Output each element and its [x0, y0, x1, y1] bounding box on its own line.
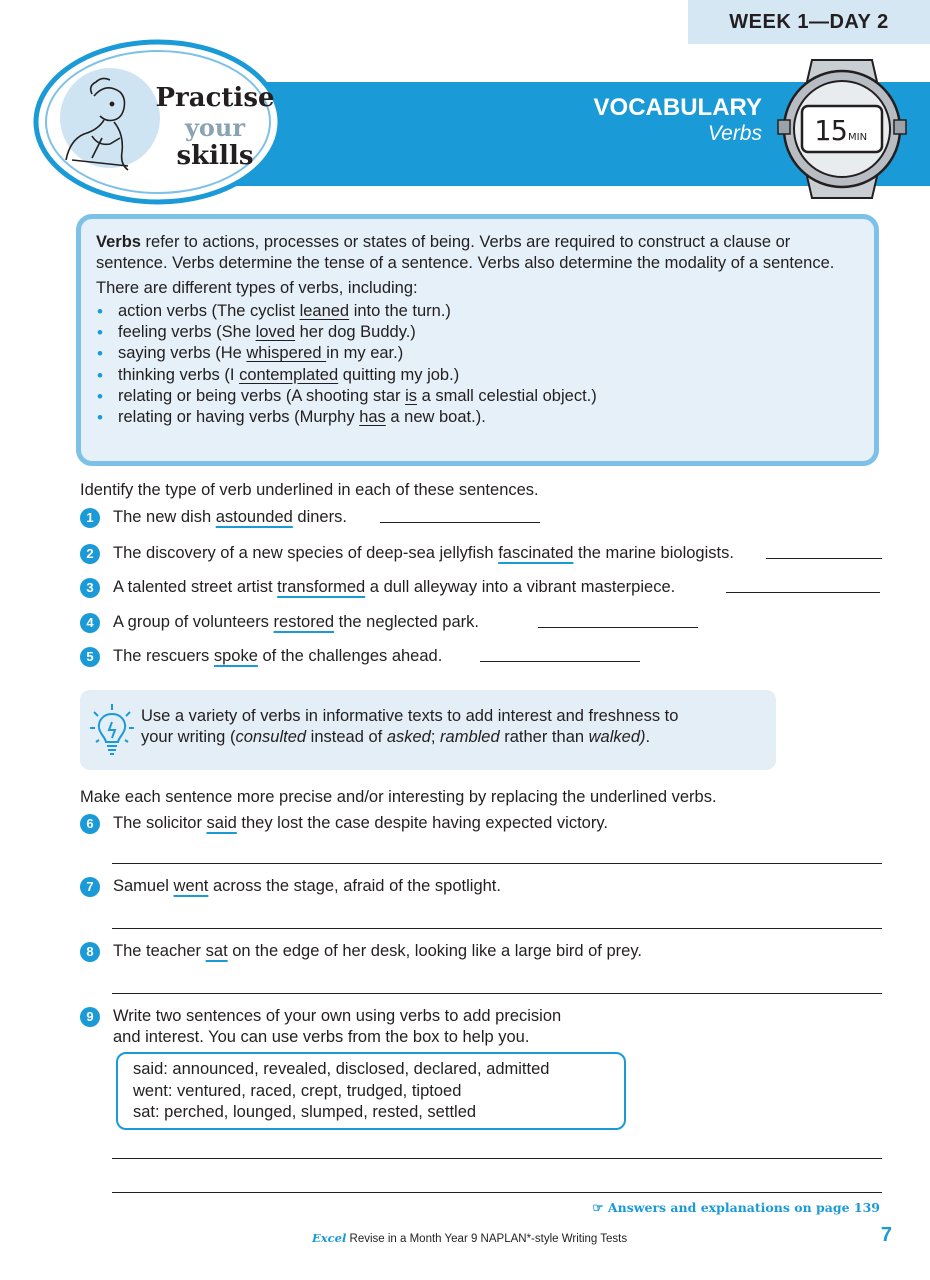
answer-line-4[interactable]	[538, 627, 698, 628]
timer-unit: MIN	[848, 132, 868, 143]
verb-type-item: • relating or being verbs (A shooting star is a small celestial object.)	[96, 386, 866, 407]
footer-book-title	[312, 1231, 627, 1245]
question-1-text: The new dish astounded diners.	[113, 508, 347, 526]
question-9-text	[113, 1006, 561, 1048]
question-number-7: 7	[80, 877, 100, 897]
verb-type-item: • saying verbs (He whispered in my ear.)	[96, 343, 866, 364]
answers-reference[interactable]	[592, 1200, 880, 1215]
question-8-text: The teacher sat on the edge of her desk, looking like a large bird of prey.	[113, 942, 642, 960]
question-2-text: The discovery of a new species of deep-sea jellyfish fascinated the marine biologists.	[113, 544, 734, 562]
answer-line-1[interactable]	[380, 522, 540, 523]
question-number-1: 1	[80, 508, 100, 528]
verb-type-item: • feeling verbs (She loved her dog Buddy.)	[96, 322, 866, 343]
part2-instruction: Make each sentence more precise and/or interesting by replacing the underlined verbs.	[80, 788, 717, 806]
answer-line-9a[interactable]	[112, 1158, 882, 1159]
answer-line-6[interactable]	[112, 863, 882, 864]
word-box-line-went: went: ventured, raced, crept, trudged, tiptoed	[133, 1082, 462, 1100]
badge-text	[150, 84, 280, 171]
answer-line-3[interactable]	[726, 592, 880, 593]
section-title: VOCABULARY	[593, 94, 762, 121]
answer-line-5[interactable]	[480, 661, 640, 662]
question-number-9: 9	[80, 1007, 100, 1027]
question-7-text: Samuel went across the stage, afraid of the spotlight.	[113, 877, 501, 895]
answer-line-9b[interactable]	[112, 1192, 882, 1193]
tip-line-1: Use a variety of verbs in informative texts to add interest and freshness to	[141, 707, 679, 725]
question-6-text: The solicitor said they lost the case despite having expected victory.	[113, 814, 608, 832]
question-number-8: 8	[80, 942, 100, 962]
word-box-line-sat: sat: perched, lounged, slumped, rested, settled	[133, 1103, 477, 1121]
verb-types-list	[96, 301, 866, 428]
question-3-text: A talented street artist transformed a dull alleyway into a vibrant masterpiece.	[113, 578, 676, 596]
stopwatch-icon	[774, 54, 910, 204]
badge-line-1: Practise	[155, 83, 275, 113]
verbs-intro-text: refer to actions, processes or states of being. Verbs are required to construct a clause or sentence. Verbs determine the tense of a sentence. Verbs also determine the modality of a sentence.	[96, 233, 835, 272]
answer-line-7[interactable]	[112, 928, 882, 929]
question-number-5: 5	[80, 647, 100, 667]
tip-line-2: your writing (consulted instead of asked; rambled rather than walked).	[141, 728, 651, 746]
question-number-3: 3	[80, 578, 100, 598]
badge-line-3: skills	[176, 141, 254, 171]
word-box-line-said: said: announced, revealed, disclosed, declared, admitted	[133, 1060, 550, 1078]
verbs-info-content	[96, 232, 866, 428]
verbs-intro	[96, 232, 866, 274]
question-5-text: The rescuers spoke of the challenges ahead.	[113, 647, 443, 665]
lightbulb-icon	[88, 702, 136, 756]
verb-type-item: • thinking verbs (I contemplated quitting my job.)	[96, 365, 866, 386]
question-number-2: 2	[80, 544, 100, 564]
question-9-line-1: Write two sentences of your own using verbs to add precision	[113, 1007, 562, 1025]
pointing-hand-icon: ☞	[592, 1200, 608, 1215]
verb-type-item: • relating or having verbs (Murphy has a new boat.).	[96, 407, 866, 428]
badge-line-2: your	[184, 113, 246, 142]
verb-type-item: • action verbs (The cyclist leaned into the turn.)	[96, 301, 866, 322]
answer-line-8[interactable]	[112, 993, 882, 994]
question-number-6: 6	[80, 814, 100, 834]
question-number-4: 4	[80, 613, 100, 633]
answer-line-2[interactable]	[766, 558, 882, 559]
section-subtitle: Verbs	[707, 122, 762, 145]
verb-types-heading: There are different types of verbs, including:	[96, 279, 418, 297]
footer-brand: Excel	[312, 1231, 347, 1245]
question-4-text: A group of volunteers restored the neglected park.	[113, 613, 479, 631]
footer-title-text: Revise in a Month Year 9 NAPLAN*-style Writing Tests	[346, 1233, 628, 1245]
week-day-tab: WEEK 1—DAY 2	[688, 0, 930, 44]
tip-text	[141, 706, 761, 748]
verbs-intro-bold: Verbs	[96, 233, 141, 251]
timer-value: 15	[814, 114, 848, 147]
answers-reference-text: Answers and explanations on page 139	[607, 1200, 880, 1215]
part1-instruction: Identify the type of verb underlined in each of these sentences.	[80, 481, 539, 499]
page-number: 7	[880, 1224, 892, 1246]
question-9-line-2: and interest. You can use verbs from the box to help you.	[113, 1028, 530, 1046]
